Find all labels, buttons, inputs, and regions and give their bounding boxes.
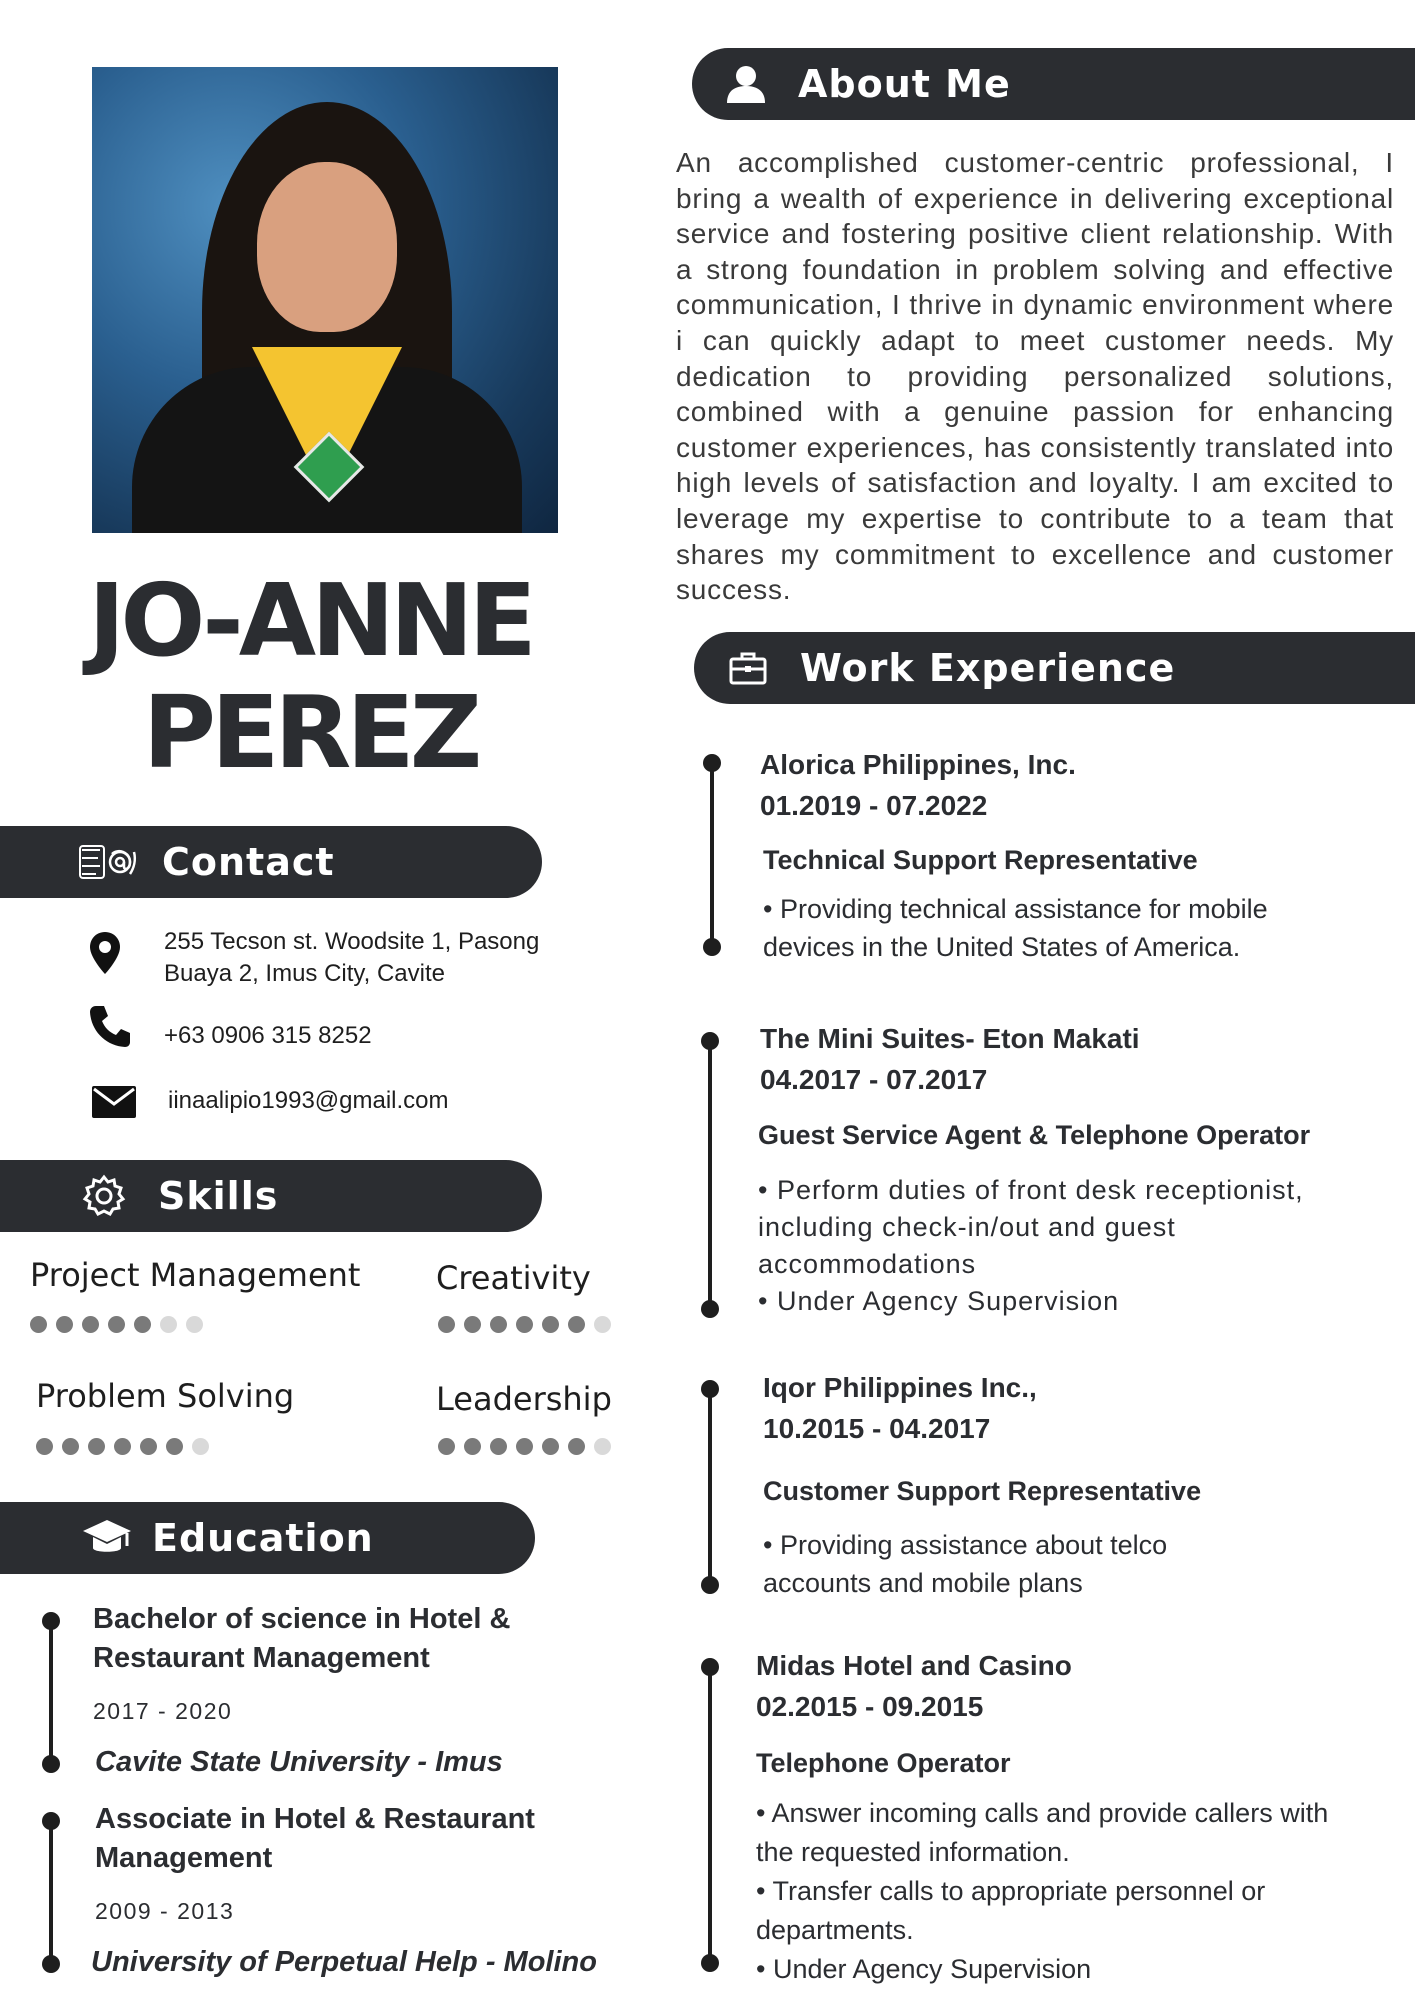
work-company: Alorica Philippines, Inc. [760, 749, 1076, 780]
education-heading: Education [152, 1516, 374, 1560]
work-desc [758, 1172, 1304, 1320]
rating-dot-filled [464, 1316, 481, 1333]
work-title: Customer Support Representative [763, 1476, 1202, 1506]
work-title: Technical Support Representative [763, 845, 1198, 875]
rating-dot-filled [568, 1316, 585, 1333]
skill-rating [438, 1316, 611, 1333]
work-dates: 02.2015 - 09.2015 [756, 1691, 984, 1722]
mail-icon [90, 1084, 138, 1125]
phone-number: +63 0906 315 8252 [164, 1022, 372, 1049]
edu-degree [93, 1600, 510, 1678]
edu-years: 2009 - 2013 [95, 1898, 235, 1924]
work-desc [763, 890, 1268, 966]
user-icon [716, 63, 776, 105]
work-company: Midas Hotel and Casino [756, 1650, 1072, 1681]
timeline-dot [701, 1380, 719, 1398]
timeline-dot [701, 1300, 719, 1318]
rating-dot-empty [594, 1316, 611, 1333]
rating-dot-filled [438, 1438, 455, 1455]
timeline-line [710, 762, 714, 946]
contact-band [0, 826, 542, 898]
about-heading: About Me [798, 62, 1011, 106]
work-desc-line: the requested information. [756, 1837, 1070, 1867]
briefcase-icon [718, 650, 778, 686]
rating-dot-filled [88, 1438, 105, 1455]
skill-name: Creativity [436, 1259, 591, 1297]
rating-dot-filled [438, 1316, 455, 1333]
timeline-dot [42, 1612, 60, 1630]
address [164, 926, 539, 990]
timeline-dot [701, 1658, 719, 1676]
rating-dot-filled [108, 1316, 125, 1333]
work-company: The Mini Suites- Eton Makati [760, 1023, 1140, 1054]
rating-dot-filled [166, 1438, 183, 1455]
timeline-dot [42, 1955, 60, 1973]
rating-dot-filled [30, 1316, 47, 1333]
work-desc-line: accommodations [758, 1249, 977, 1279]
work-band [694, 632, 1415, 704]
work-title: Telephone Operator [756, 1748, 1011, 1778]
rating-dot-filled [56, 1316, 73, 1333]
email: iinaalipio1993@gmail.com [168, 1087, 449, 1114]
timeline-dot [703, 754, 721, 772]
timeline-line [49, 1822, 53, 1962]
work-title: Guest Service Agent & Telephone Operator [758, 1120, 1311, 1150]
work-desc-line: • Providing assistance about telco [763, 1530, 1168, 1560]
timeline-dot [42, 1755, 60, 1773]
rating-dot-filled [134, 1316, 151, 1333]
skill-rating [438, 1438, 611, 1455]
rating-dot-filled [516, 1438, 533, 1455]
rating-dot-filled [114, 1438, 131, 1455]
rating-dot-filled [82, 1316, 99, 1333]
about-band [692, 48, 1415, 120]
rating-dot-empty [160, 1316, 177, 1333]
skill-rating [30, 1316, 203, 1333]
skill-rating [36, 1438, 209, 1455]
rating-dot-filled [140, 1438, 157, 1455]
name-line-2: PEREZ [142, 674, 478, 791]
contact-icon [78, 838, 140, 886]
graduation-cap-icon [80, 1516, 134, 1560]
rating-dot-empty [594, 1438, 611, 1455]
edu-degree-line-1: Bachelor of science in Hotel & [93, 1603, 511, 1635]
profile-photo [92, 67, 558, 533]
timeline-dot [701, 1954, 719, 1972]
rating-dot-filled [464, 1438, 481, 1455]
timeline-line [708, 1390, 712, 1584]
work-desc-line: including check-in/out and guest [758, 1212, 1176, 1242]
work-desc-line: • Providing technical assistance for mobile [763, 894, 1268, 924]
rating-dot-filled [490, 1316, 507, 1333]
name-line-1: JO-ANNE [88, 562, 532, 679]
rating-dot-empty [186, 1316, 203, 1333]
work-desc-line: accounts and mobile plans [763, 1568, 1083, 1598]
location-pin-icon [88, 930, 122, 981]
phone-icon [86, 1002, 134, 1055]
work-desc-line: • Under Agency Supervision [756, 1954, 1092, 1984]
rating-dot-empty [192, 1438, 209, 1455]
skills-band [0, 1160, 542, 1232]
rating-dot-filled [568, 1438, 585, 1455]
education-band [0, 1502, 535, 1574]
contact-heading: Contact [162, 840, 335, 884]
address-line-2: Buaya 2, Imus City, Cavite [164, 960, 445, 987]
work-desc-line: • Perform duties of front desk receptionist, [758, 1175, 1304, 1205]
rating-dot-filled [36, 1438, 53, 1455]
rating-dot-filled [490, 1438, 507, 1455]
rating-dot-filled [516, 1316, 533, 1333]
rating-dot-filled [542, 1438, 559, 1455]
address-line-1: 255 Tecson st. Woodsite 1, Pasong [164, 928, 540, 955]
edu-degree-line-2: Restaurant Management [93, 1642, 430, 1674]
work-desc-line: • Under Agency Supervision [758, 1286, 1120, 1316]
work-desc [756, 1794, 1328, 1989]
timeline-line [49, 1620, 53, 1762]
edu-degree [95, 1800, 535, 1878]
work-company: Iqor Philippines Inc., [763, 1372, 1037, 1403]
timeline-dot [701, 1576, 719, 1594]
timeline-dot [701, 1032, 719, 1050]
edu-school: University of Perpetual Help - Molino [91, 1946, 597, 1978]
skill-name: Leadership [436, 1380, 612, 1418]
timeline-line [708, 1668, 712, 1960]
timeline-dot [42, 1812, 60, 1830]
work-desc-line: devices in the United States of America. [763, 932, 1241, 962]
timeline-dot [703, 938, 721, 956]
work-dates: 04.2017 - 07.2017 [760, 1064, 988, 1095]
about-text: An accomplished customer-centric professional, I bring a wealth of experience in delivering exceptional service and fostering positive client relationship. With a strong foundation in problem solving and effective communication, I thrive in dynamic environment where i can quickly adapt to meet customer needs. My dedication to providing personalized solutions, combined with a genuine passion for enhancing customer experiences, has consistently translated into high levels of satisfaction and loyalty. I am excited to leverage my expertise to contribute to a team that shares my commitment to excellence and customer success. [676, 147, 1394, 606]
work-desc-line: • Transfer calls to appropriate personnel or [756, 1876, 1266, 1906]
rating-dot-filled [542, 1316, 559, 1333]
rating-dot-filled [62, 1438, 79, 1455]
work-desc-line: • Answer incoming calls and provide callers with [756, 1798, 1329, 1828]
name-heading [40, 562, 580, 791]
skill-name: Problem Solving [36, 1377, 295, 1415]
timeline-line [708, 1040, 712, 1308]
edu-years: 2017 - 2020 [93, 1698, 233, 1724]
edu-degree-line-2: Management [95, 1842, 273, 1874]
work-dates: 10.2015 - 04.2017 [763, 1413, 991, 1444]
edu-degree-line-1: Associate in Hotel & Restaurant [95, 1803, 535, 1835]
skills-heading: Skills [158, 1174, 279, 1218]
work-dates: 01.2019 - 07.2022 [760, 790, 988, 821]
skill-name: Project Management [30, 1256, 361, 1294]
work-heading: Work Experience [800, 646, 1176, 690]
work-desc-line: departments. [756, 1915, 914, 1945]
gear-icon [80, 1174, 128, 1218]
edu-school: Cavite State University - Imus [95, 1746, 503, 1778]
work-desc [763, 1526, 1167, 1602]
